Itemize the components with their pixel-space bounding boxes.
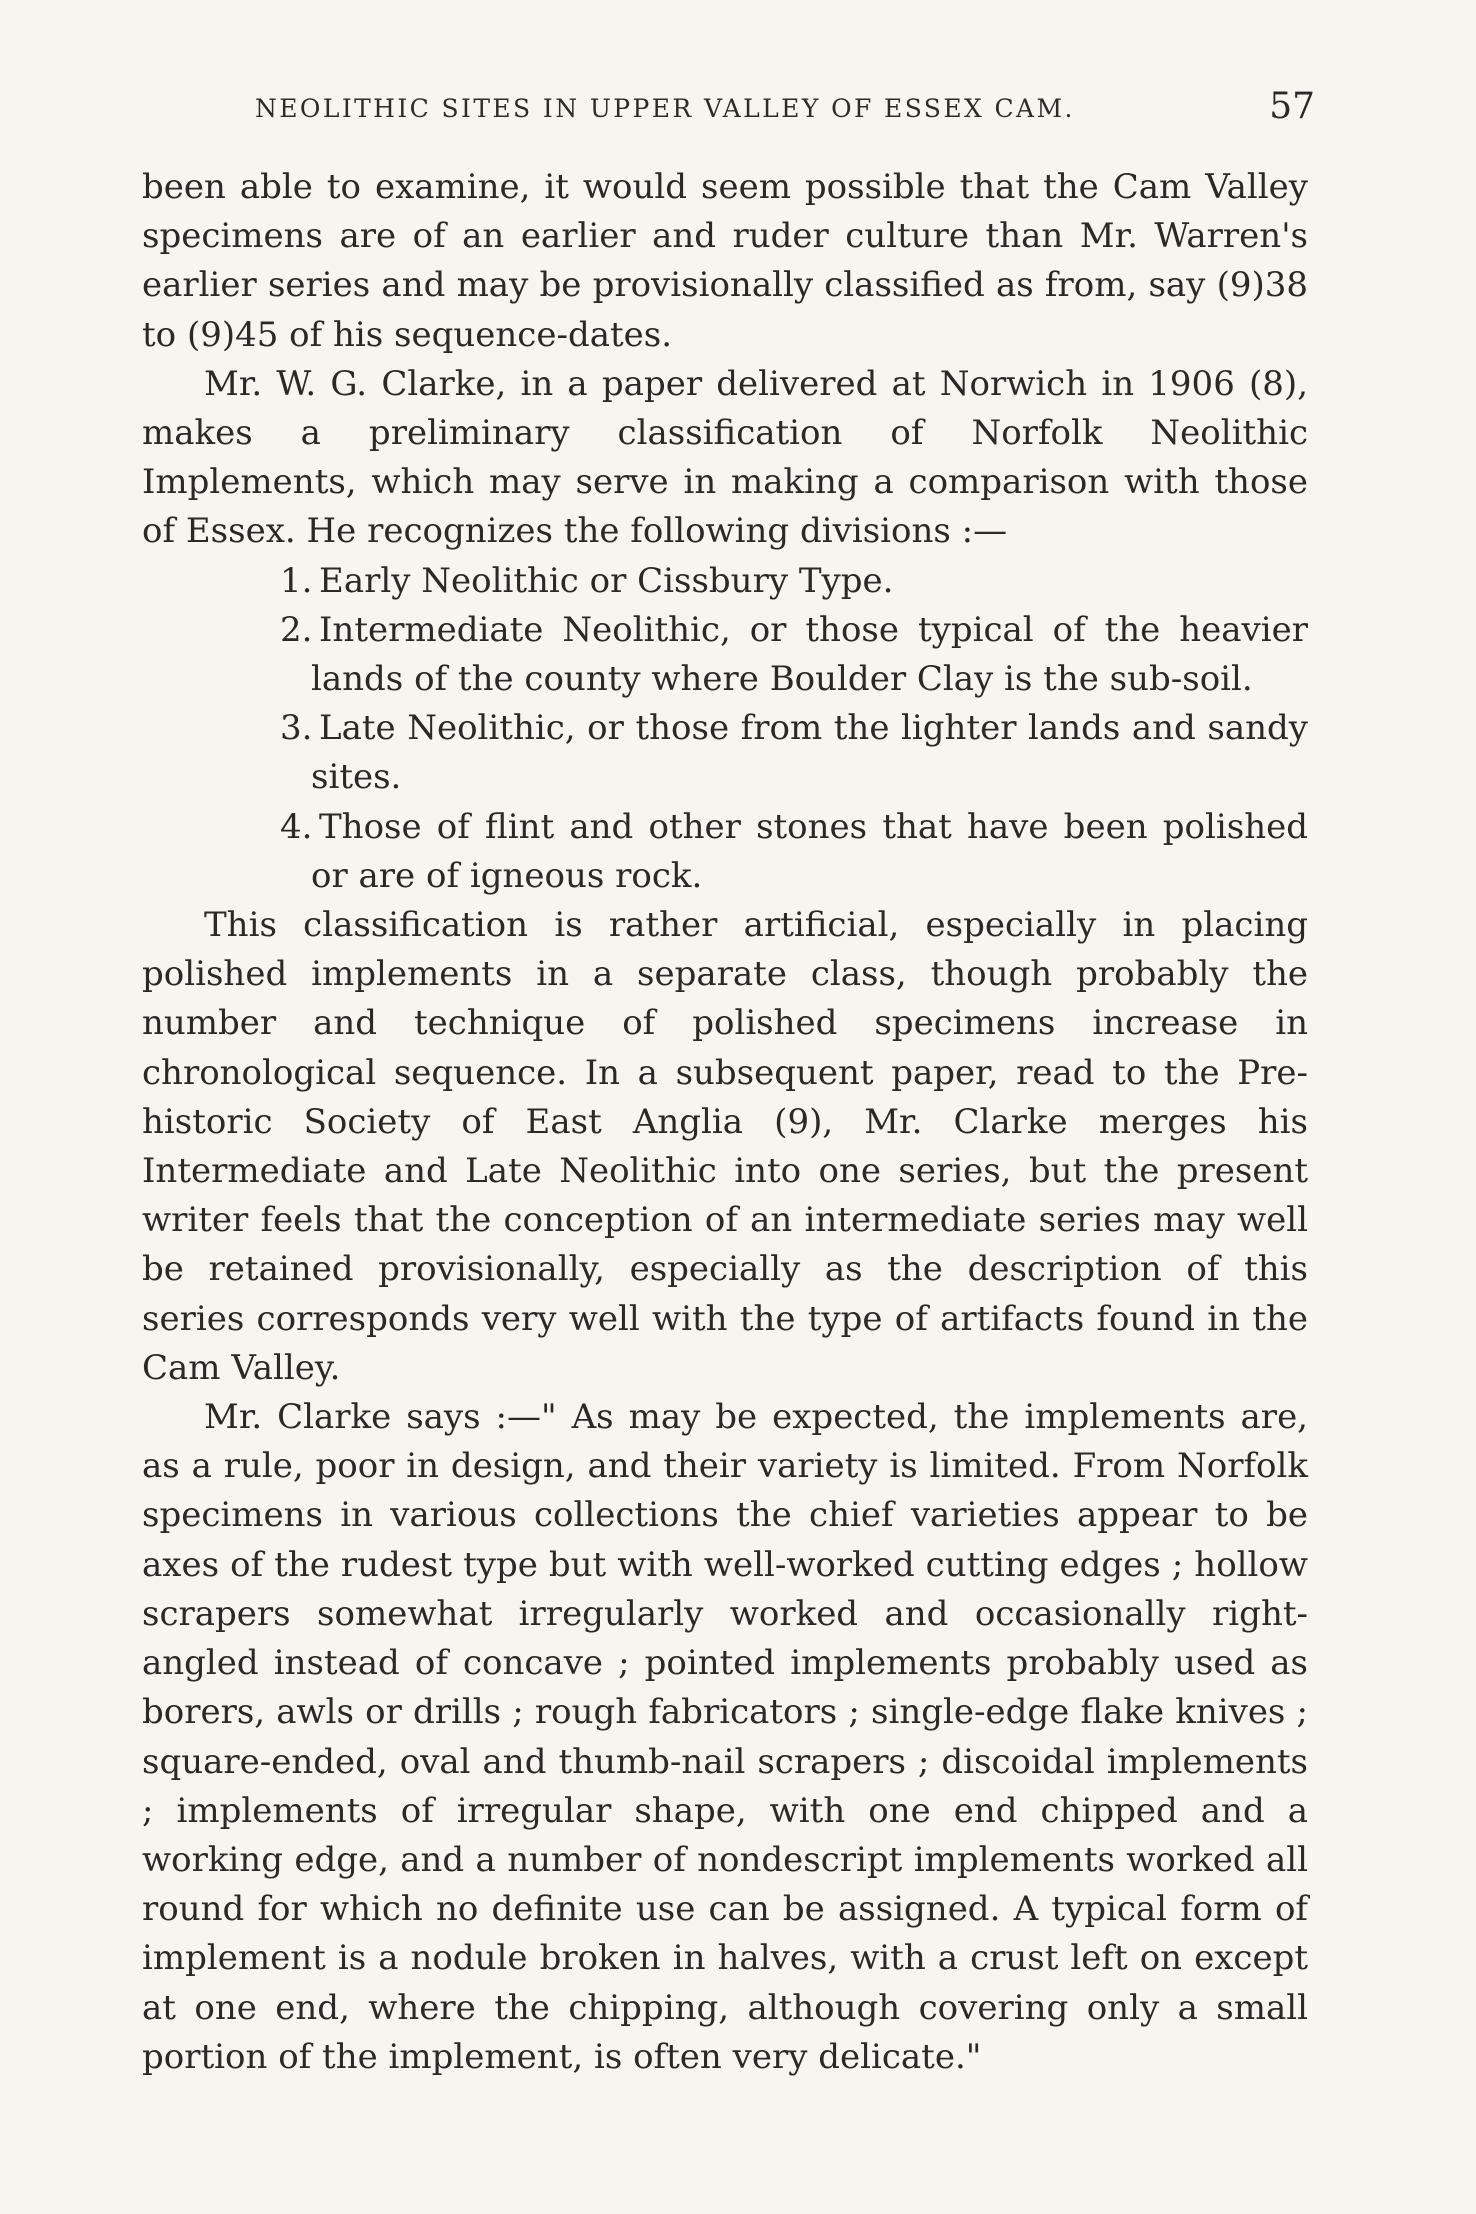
list-text: Those of flint and other stones that have been polished or are of igneous rock. [311,806,1308,896]
running-title: NEOLITHIC SITES IN UPPER VALLEY OF ESSEX CAM. [255,94,1075,123]
list-item [142,606,1308,704]
list-number: 1. [280,560,313,601]
list-item [142,557,1308,606]
list-text: Intermediate Neolithic, or those typical of the heavier lands of the county where Boulder Clay is the sub-soil. [311,609,1308,700]
list-text: Late Neolithic, or those from the lighter lands and sandy sites. [311,708,1308,798]
list-number: 3. [280,708,313,749]
running-head [255,86,1315,136]
list-item [142,803,1308,901]
divisions-list [142,557,1308,901]
list-number: 4. [280,806,313,847]
paragraph-clarke-quote: Mr. Clarke says :—" As may be expected, the implements are, as a rule, poor in design, and their variety is limited. From Norfolk specimens in various collections the chief varieties appear to be axes of the rudest type but with well-worked cutting edges ; hollow scrapers somewhat irregularly worked and occasionally right-angled instead of concave ; pointed implements probably used as borers, awls or drills ; rough fabricators ; single-edge flake knives ; square-ended, oval and thumb-nail scrapers ; discoidal implements ; implements of irregular shape, with one end chipped and a working edge, and a number of nondescript implements worked all round for which no definite use can be assigned. A typical form of implement is a nodule broken in halves, with a crust left on except at one end, where the chipping, although covering only a small portion of the implement, is often very delicate." [142,1397,1308,2077]
page-number: 57 [1269,86,1315,127]
list-text: Early Neolithic or Cissbury Type. [319,560,894,601]
paragraph-clarke-classification: Mr. W. G. Clarke, in a paper delivered at Norwich in 1906 (8), makes a preliminary classification of Norfolk Neolithic Implements, which may serve in making a comparison with those of Essex. He recognizes the following divisions :— [142,363,1308,552]
list-number: 2. [280,609,313,650]
body-text [142,163,1308,2082]
paragraph-classification-critique: This classification is rather artificial, especially in placing polished implements in a separate class, though probably the number and technique of polished specimens increase in chronological sequence. In a subsequent paper, read to the Pre-historic Society of East Anglia (9), Mr. Clarke merges his Intermediate and Late Neolithic into one series, but the present writer feels that the conception of an intermediate series may well be retained provisionally, especially as the description of this series corresponds very well with the type of artifacts found in the Cam Valley. [142,905,1308,1388]
paragraph-continuation: been able to examine, it would seem possible that the Cam Valley specimens are of an earlier and ruder culture than Mr. Warren's earlier series and may be provisionally classified as from, say (9)38 to (9)45 of his sequence-dates. [142,167,1308,355]
list-item [142,704,1308,802]
